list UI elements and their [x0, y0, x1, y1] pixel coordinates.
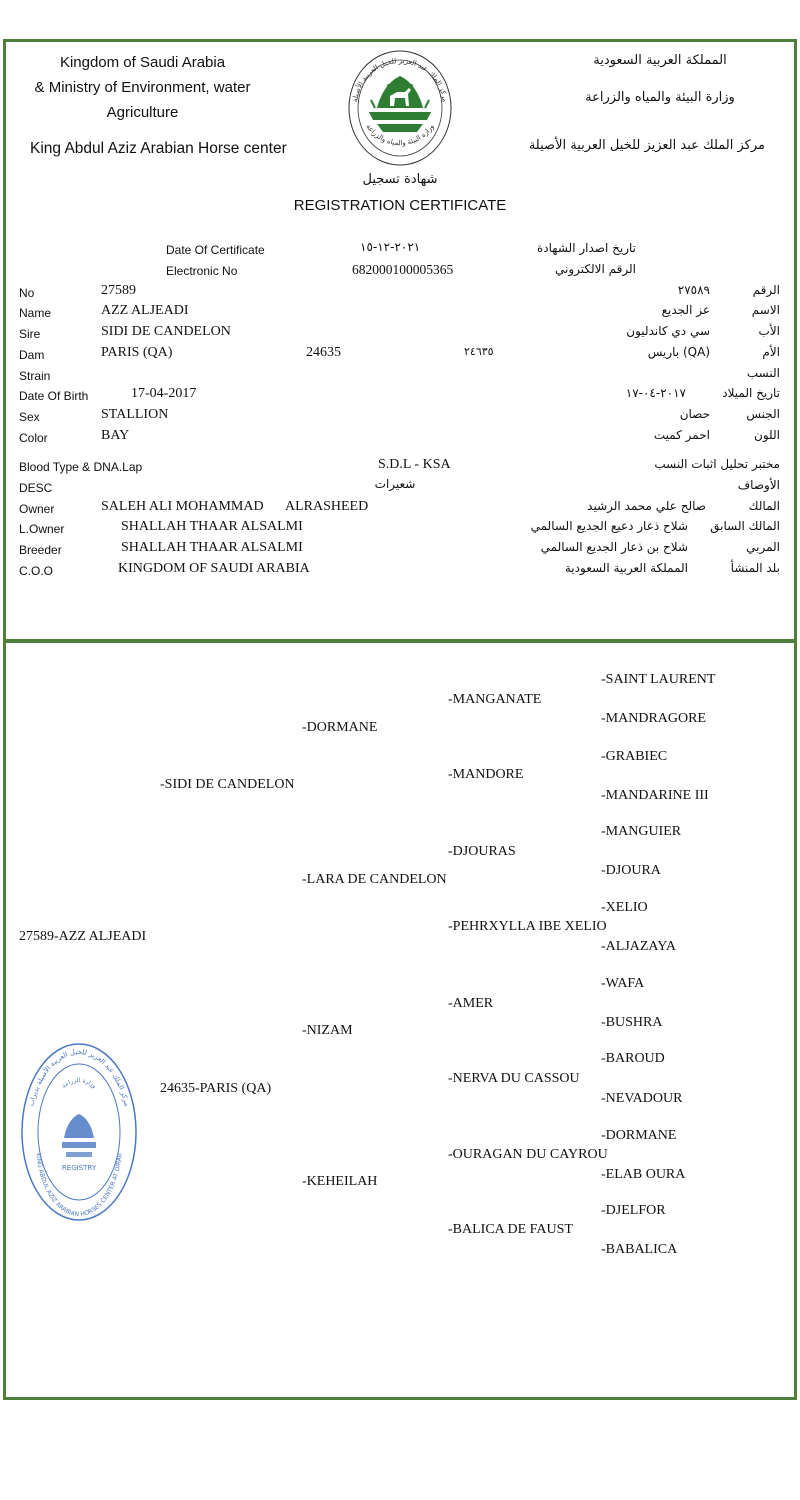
title-en: REGISTRATION CERTIFICATE [293, 197, 507, 214]
date-value: ٢٠٢١-١٢-١٥ [360, 240, 421, 254]
pedigree-gen3-3: -DJOURAS [448, 844, 516, 859]
pedigree-gen3-5: -AMER [448, 996, 494, 1011]
pedigree-gen4-14: -ELAB OURA [601, 1167, 686, 1182]
elec-label-ar: الرقم الالكتروني [555, 262, 636, 276]
sex-label: Sex [19, 410, 40, 424]
dam-label: Dam [19, 348, 45, 362]
pedigree-gen4-13: -DORMANE [601, 1128, 677, 1143]
name-label-ar: الاسم [751, 303, 780, 317]
pedigree-gen3-4: -PEHRXYLLA IBE XELIO [448, 919, 607, 934]
owner-value-2: ALRASHEED [285, 499, 369, 514]
pedigree-gen4-1: -SAINT LAURENT [601, 672, 716, 687]
elec-label: Electronic No [166, 264, 238, 278]
sex-value-ar: حصان [679, 407, 710, 421]
pedigree-gen3-2: -MANDORE [448, 767, 524, 782]
elec-value: 682000100005365 [352, 262, 454, 277]
sire-value-ar: سي دي كاندليون [626, 324, 710, 338]
color-value: BAY [101, 428, 130, 443]
svg-text:وزارة الزراعة [61, 1077, 98, 1090]
owner-value-ar: صالح علي محمد الرشيد [587, 499, 706, 513]
stamp-ring-text: مركز الملك عبد العزيز للخيل العربية الأصيلة بديراب [27, 1047, 131, 1107]
sire-label: Sire [19, 327, 41, 341]
date-label: Date Of Certificate [166, 243, 265, 257]
coo-label-ar: بلد المنشأ [730, 561, 780, 575]
lowner-label-ar: المالك السابق [710, 519, 780, 533]
pedigree-gen4-5: -MANGUIER [601, 824, 682, 839]
stamp-bottom-text: KING ABDUL AZIZ ARABIAN HORSES CENTER AT DIRAB [34, 1152, 124, 1219]
pedigree-gen4-9: -WAFA [601, 976, 645, 991]
header-en-line-1: Kingdom of Saudi Arabia [59, 54, 226, 71]
pedigree-gen3-7: -OURAGAN DU CAYROU [448, 1147, 608, 1162]
pedigree-gen4-8: -ALJAZAYA [601, 939, 676, 954]
dam-number-ar: ٢٤٦٣٥ [464, 345, 494, 358]
pedigree-gen2-3: -NIZAM [302, 1023, 353, 1038]
dob-value: 17-04-2017 [131, 386, 197, 401]
pedigree-gen4-2: -MANDRAGORE [601, 711, 706, 726]
blood-label: Blood Type & DNA.Lap [19, 460, 143, 474]
lowner-value: SHALLAH THAAR ALSALMI [121, 519, 303, 534]
sex-label-ar: الجنس [746, 407, 780, 421]
owner-value: SALEH ALI MOHAMMAD [101, 499, 264, 514]
owner-label: Owner [19, 502, 55, 516]
pedigree-gen4-16: -BABALICA [601, 1242, 678, 1257]
registry-stamp-icon [20, 1042, 138, 1222]
pedigree-dam: 24635-PARIS (QA) [160, 1081, 272, 1096]
pedigree-gen4-7: -XELIO [601, 900, 648, 915]
dob-label: Date Of Birth [19, 389, 89, 403]
pedigree-gen4-4: -MANDARINE III [601, 788, 709, 803]
header-ar-line-1: المملكة العربية السعودية [593, 53, 727, 68]
pedigree-gen4-10: -BUSHRA [601, 1015, 663, 1030]
lowner-label: L.Owner [19, 522, 65, 536]
stamp-inner-top: وزارة الزراعة [60, 1076, 98, 1090]
no-value-ar: ٢٧٥٨٩ [677, 283, 710, 297]
logo-text-bottom: وزارة البيئة والمياه والزراعة [364, 122, 436, 148]
dam-number: 24635 [306, 345, 341, 360]
svg-text:KING ABDUL AZIZ ARABIAN HORSES [34, 1153, 123, 1218]
color-label: Color [19, 431, 48, 445]
pedigree-gen4-15: -DJELFOR [601, 1203, 666, 1218]
breeder-label: Breeder [19, 543, 62, 557]
breeder-value-ar: شلاح بن ذعار الجديع السالمي [540, 540, 688, 554]
name-value-ar: عز الجديع [661, 303, 710, 317]
pedigree-subject: 27589-AZZ ALJEADI [19, 929, 147, 944]
pedigree-gen4-3: -GRABIEC [601, 749, 668, 764]
pedigree-gen3-6: -NERVA DU CASSOU [448, 1071, 580, 1086]
strain-label-ar: النسب [746, 366, 780, 380]
logo-emblem-icon [347, 48, 453, 168]
sire-label-ar: الأب [758, 324, 780, 338]
header-ar-center: مركز الملك عبد العزيز للخيل العربية الأصيلة [528, 138, 765, 153]
no-value: 27589 [101, 283, 136, 298]
breeder-label-ar: المربي [746, 540, 780, 554]
color-value-ar: احمر كميت [653, 428, 710, 442]
no-label-ar: الرقم [752, 283, 780, 297]
owner-label-ar: المالك [748, 499, 780, 513]
center-logo [347, 48, 453, 168]
coo-value: KINGDOM OF SAUDI ARABIA [118, 561, 310, 576]
pedigree-gen4-11: -BAROUD [601, 1051, 665, 1066]
dam-value: PARIS (QA) [101, 345, 173, 360]
dob-label-ar: تاريخ الميلاد [722, 386, 780, 400]
desc-value: شعيرات [374, 477, 416, 491]
pedigree-gen2-1: -DORMANE [302, 720, 378, 735]
date-label-ar: تاريخ اصدار الشهادة [537, 241, 636, 255]
stamp-registry: REGISTRY [61, 1164, 97, 1172]
name-value: AZZ ALJEADI [101, 303, 189, 318]
pedigree-frame [3, 640, 797, 1400]
dob-value-ar: ٢٠١٧-٠٤-١٧ [625, 386, 686, 400]
logo-text-top: مركز الملك عبد العزيز للخيل العربية الأصيلة [351, 56, 449, 103]
lowner-value-ar: شلاح ذعار دعيع الجديع السالمي [530, 519, 688, 533]
no-label: No [19, 286, 35, 300]
header-en-center: King Abdul Aziz Arabian Horse center [30, 140, 287, 157]
pedigree-sire: -SIDI DE CANDELON [160, 777, 295, 792]
sex-value: STALLION [101, 407, 169, 422]
pedigree-gen2-4: -KEHEILAH [302, 1174, 378, 1189]
pedigree-gen3-8: -BALICA DE FAUST [448, 1222, 573, 1237]
title-ar: شهادة تسجيل [362, 172, 438, 187]
strain-label: Strain [19, 369, 51, 383]
pedigree-gen4-6: -DJOURA [601, 863, 661, 878]
sire-value: SIDI DE CANDELON [101, 324, 231, 339]
pedigree-gen2-2: -LARA DE CANDELON [302, 872, 447, 887]
coo-label: C.O.O [19, 564, 54, 578]
blood-value: S.D.L - KSA [378, 457, 451, 472]
blood-label-ar: مختبر تحليل اثبات النسب [654, 457, 780, 471]
pedigree-gen4-12: -NEVADOUR [601, 1091, 683, 1106]
header-en-line-3: Agriculture [106, 104, 179, 121]
color-label-ar: اللون [754, 428, 780, 442]
desc-label-ar: الأوصاف [737, 478, 780, 492]
coo-value-ar: المملكة العربية السعودية [564, 561, 688, 575]
registry-stamp [20, 1042, 138, 1222]
pedigree-gen3-1: -MANGANATE [448, 692, 542, 707]
header-ar-line-2: وزارة البيئة والمياه والزراعة [585, 90, 735, 105]
breeder-value: SHALLAH THAAR ALSALMI [121, 540, 303, 555]
dam-label-ar: الأم [762, 345, 780, 359]
dam-value-ar: (QA) باريس [647, 345, 710, 359]
header-en-block [30, 50, 255, 125]
header-en-line-2: & Ministry of Environment, water [34, 79, 251, 96]
name-label: Name [19, 306, 52, 320]
desc-label: DESC [19, 481, 53, 495]
